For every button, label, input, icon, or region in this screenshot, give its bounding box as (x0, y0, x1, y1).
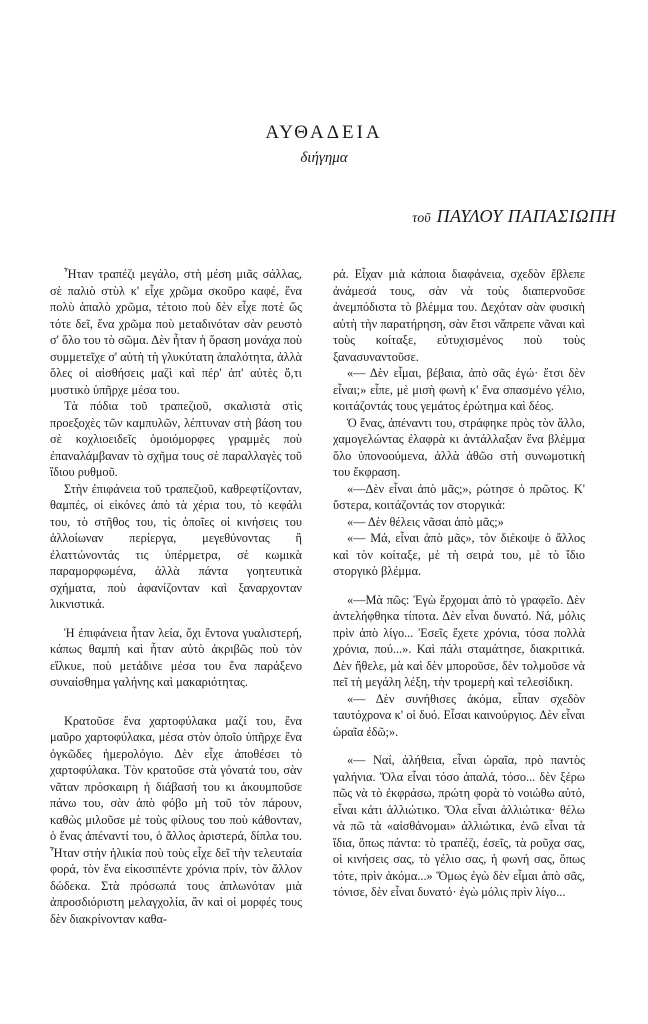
paragraph: Ἡ ἐπιφάνεια ἦταν λεία, ὄχι ἔντονα γυαλιστερή, κάπως θαμπὴ καὶ ἦταν αὐτὸ ἀκριβῶς ποὺ τὸν εἵλκυε, ποὺ μετάδινε μέσα του ἕνα παράξενο συναίσθημα γαλήνης καὶ μακαριότητας. (50, 625, 302, 689)
paragraph: «— Δὲν εἶμαι, βέβαια, ἀπὸ σᾶς ἐγώ· ἔτσι δὲν εἶναι;» εἶπε, μὲ μισὴ φωνὴ κ' ἕνα σπασμένο γέλιο, κοιτάζοντάς τους γεμάτος ἐρώτημα καὶ δέος. (333, 366, 585, 413)
paragraph: Ἦταν τραπέζι μεγάλο, στὴ μέση μιᾶς σάλλας, σὲ παλιὸ στὺλ κ' εἶχε χρῶμα σκοῦρο καφέ, ἕνα πολὺ ἁπαλὸ χρῶμα, τέτοιο ποὺ δὲν εἶχε ποτὲ ὥς τότε δεῖ, ἕνα χρῶμα ποὺ μεταδινόταν σὰν ρευστὸ σ' ὅλο του τὸ σῶμα. Δὲν ἦταν ἡ ὅραση μονάχα ποὺ συμμετεῖχε σ' αὐτὴ τὴ γλυκύτατη ἁπαλότητα, ἀλλὰ ὅλες οἱ αἰσθήσεις μαζὶ καὶ πέρ' ἀπ' αὐτὲς ὅ,τι μυστικὸ ὑπῆρχε μέσα του. (50, 267, 302, 397)
byline-prefix: τοῦ (412, 211, 431, 226)
story-subtitle: διήγημα (300, 150, 348, 166)
paragraph: «— Μά, εἶναι ἀπὸ μᾶς», τὸν διέκοψε ὁ ἄλλος καὶ τὸν κοίταξε, μὲ τὴ σειρά του, μὲ τὸ ἴδιο στοργικὸ βλέμμα. (333, 531, 585, 578)
story-title: ΑΥΘΑΔΕΙΑ (265, 122, 383, 143)
paragraph: «— Δὲν συνήθισες ἀκόμα, εἶπαν σχεδὸν ταυτόχρονα κ' οἱ δυό. Εἶσαι καινούργιος. Δὲν εἶναι ὡραῖα ἐδῶ;». (333, 691, 585, 739)
byline (412, 206, 616, 227)
paragraph: «— Δὲν θέλεις νᾶσαι ἀπὸ μᾶς;» (347, 514, 504, 529)
paragraph: Ὁ ἕνας, ἀπέναντι του, στράφηκε πρὸς τὸν ἄλλο, χαμογελώντας ἐλαφρὰ κι ἀντάλλαξαν ἕνα βλέμμα ὅλο ὑπονοούμενα, ἀλλὰ ἀθῶο στὴ συνωμοτικὴ του ἔκφραση. (333, 415, 585, 479)
paragraph: «— Ναί, ἀλήθεια, εἶναι ὡραῖα, πρὸ παντὸς γαλήνια. Ὅλα εἶναι τόσο ἁπαλά, τόσο... δὲν ξέρω πῶς νὰ τὸ ἐκφράσω, πρώτη φορὰ τὸ νοιώθω αὐτό, εἶναι κάτι ἀλλιώτικο. Ὅλα εἶναι ἀλλιώτικα· θέλω νὰ πῶ τὰ «αἰσθάνομαι» ἀλλιώτικα, ἐνῶ εἶναι τὰ ἴδια, ὅπως πάντα: τὸ τραπέζι, ἐσεῖς, τὰ ροῦχα σας, οἱ κινήσεις σας, τὸ γέλιο σας, ἡ φωνή σας, ὅπως τότε, πρὶν ἀκόμα...» Ὅμως ἐγὼ δὲν εἶμαι ἀπὸ σᾶς, τόνισε, δὲν εἶναι δυνατό· ἐγὼ μόλις πρὶν λίγο... (333, 753, 585, 899)
paragraph: Τὰ πόδια τοῦ τραπεζιοῦ, σκαλιστὰ στὶς προεξοχὲς τῶν καμπυλῶν, λέπτυναν στὴ βάση του σὲ κοχλιοειδεῖς ὁμοιόμορφες γραμμὲς ποὺ ἐπαναλάμβαναν τὸ σχῆμα τους σὲ παραλλαγὲς τοῦ ἴδιου ρυθμοῦ. (50, 399, 302, 479)
paragraph: Κρατοῦσε ἕνα χαρτοφύλακα μαζί του, ἕνα μαῦρο χαρτοφύλακα, μέσα στὸν ὁποῖο ὑπῆρχε ἕνα ὀγκῶδες ἡμερολόγιο. Δὲν εἶχε ἀποθέσει τὸ χαρτοφύλακα. Τὸν κρατοῦσε στὰ γόνατά του, σὰν νᾶταν πρόσκαιρη ἡ διάβασή του κι ἀκουμποῦσε πάνω του, σὰν ἀπὸ φόβο μὴ τοῦ τὸν πάρουν, καθὼς μιλοῦσε μὲ τοὺς φίλους του ποὺ κάθονταν, ὁ ἕνας ἀπέναντί του, ὁ ἄλλος ἀριστερά, δίπλα του. Ἦταν στὴν ἡλικία ποὺ τοὺς εἶχε δεῖ τὴν τελευταία φορά, τὸν ἕνα εἰκοσιπέντε χρόνια πρίν, τὸν ἄλλον δώδεκα. Στὰ πρόσωπά τους ἁπλωνόταν μιὰ ἀπροσδιόριστη μελαγχολία, ἂν καὶ οἱ μορφές τους δὲν διακρίνονταν καθα- (50, 713, 302, 926)
author-name: ΠΑΥΛΟΥ ΠΑΠΑΣΙΩΠΗ (436, 206, 616, 226)
paragraph: Στὴν ἐπιφάνεια τοῦ τραπεζιοῦ, καθρεφτίζονταν, θαμπές, οἱ εἰκόνες ἀπὸ τὰ χέρια του, τὸ κεφάλι του, τὸ στῆθος του, τὶς ὁποῖες οἱ κινήσεις του ἀλλοίωναν περίεργα, μεγεθύνοντας ἢ ἐλαττώνοντάς τις ὑπέρμετρα, σὲ κωμικὰ παραμορφωμένα, ἀλλὰ πάντα γοητευτικὰ σχήματα, ποὺ ἀφανίζονταν καὶ ξαναρχονταν λικνιστικά. (50, 481, 302, 611)
left-column (50, 266, 302, 927)
paragraph: ρά. Εἶχαν μιὰ κάποια διαφάνεια, σχεδὸν ἔβλεπε ἀνάμεσά τους, σὰν νὰ τοὺς διαπερνοῦσε ἀνεμπόδιστα τὸ βλέμμα του. Δεχόταν σὰν φυσικὴ αὐτὴ τὴν παρατήρηση, σὰν ἔτσι νἄπρεπε νᾶναι καὶ τοὺς κοίταξε, εὐτυχισμένος ποὺ τοὺς ξανασυναντοῦσε. (333, 267, 585, 364)
paragraph: «—Δὲν εἶναι ἀπὸ μᾶς;», ρώτησε ὁ πρῶτος. Κ' ὕστερα, κοιτάζοντάς τον στοργικά: (333, 481, 585, 512)
paragraph: «—Μὰ πῶς: Ἐγὼ ἔρχομαι ἀπὸ τὸ γραφεῖο. Δὲν ἀντελήφθηκα τίποτα. Δὲν εἶναι δυνατό. Νά, μόλις πρὶν ἀπὸ λίγο... Ἐσεῖς ἔχετε χρόνια, τόσα πολλὰ χρόνια, πού...». Καὶ πάλι σταμάτησε, διακριτικά. Δὲν ἤθελε, μὰ καὶ δὲν μποροῦσε, δὲν τολμοῦσε νὰ πεῖ τὴ μεγάλη λέξη, τὴν τρομερὴ καὶ τελεσίδικη. (333, 592, 585, 689)
right-column (333, 266, 585, 901)
